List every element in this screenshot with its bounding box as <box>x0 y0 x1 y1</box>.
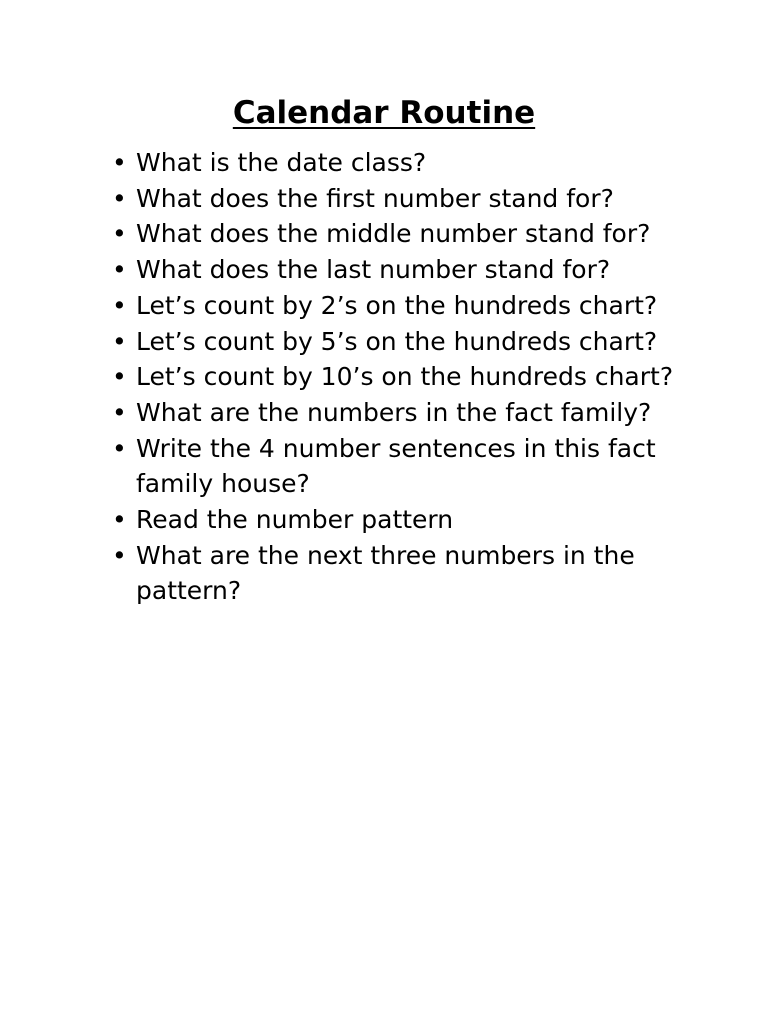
page-title-text: Calendar Routine <box>232 95 536 131</box>
list-item <box>112 252 676 288</box>
list-item <box>112 359 676 395</box>
list-item-text: What are the numbers in the fact family? <box>136 397 652 427</box>
list-item-text: Let’s count by 10’s on the hundreds chart? <box>136 362 674 392</box>
page-title <box>0 94 768 132</box>
bullet-icon: • <box>112 183 127 213</box>
bullet-icon: • <box>112 397 127 427</box>
list-item <box>112 431 676 502</box>
list-item-text: What does the middle number stand for? <box>136 219 651 249</box>
list-item <box>112 181 676 217</box>
bullet-icon: • <box>112 326 127 356</box>
list-item-text: What are the next three numbers in the pattern? <box>136 540 635 606</box>
bullet-icon: • <box>112 148 127 177</box>
list-item-text: Let’s count by 2’s on the hundreds chart? <box>136 290 658 320</box>
list-item-text: Read the number pattern <box>136 505 454 535</box>
question-list <box>112 145 676 609</box>
list-item-text: What is the date class? <box>136 148 427 177</box>
bullet-icon: • <box>112 219 127 249</box>
list-item-text: Let’s count by 5’s on the hundreds chart? <box>136 326 658 356</box>
list-item-text: Write the 4 number sentences in this fact family house? <box>136 433 656 499</box>
bullet-icon: • <box>112 290 127 320</box>
list-item-text: What does the last number stand for? <box>136 255 611 285</box>
list-item <box>112 502 676 538</box>
bullet-icon: • <box>112 505 127 535</box>
bullet-icon: • <box>112 433 127 463</box>
bullet-icon: • <box>112 362 127 392</box>
list-item <box>112 395 676 431</box>
bullet-icon: • <box>112 255 127 285</box>
list-item-text: What does the first number stand for? <box>136 183 614 213</box>
bullet-icon: • <box>112 540 127 570</box>
list-item <box>112 288 676 324</box>
list-item <box>112 324 676 360</box>
list-item <box>112 216 676 252</box>
list-item <box>112 538 676 609</box>
list-item <box>112 145 676 181</box>
